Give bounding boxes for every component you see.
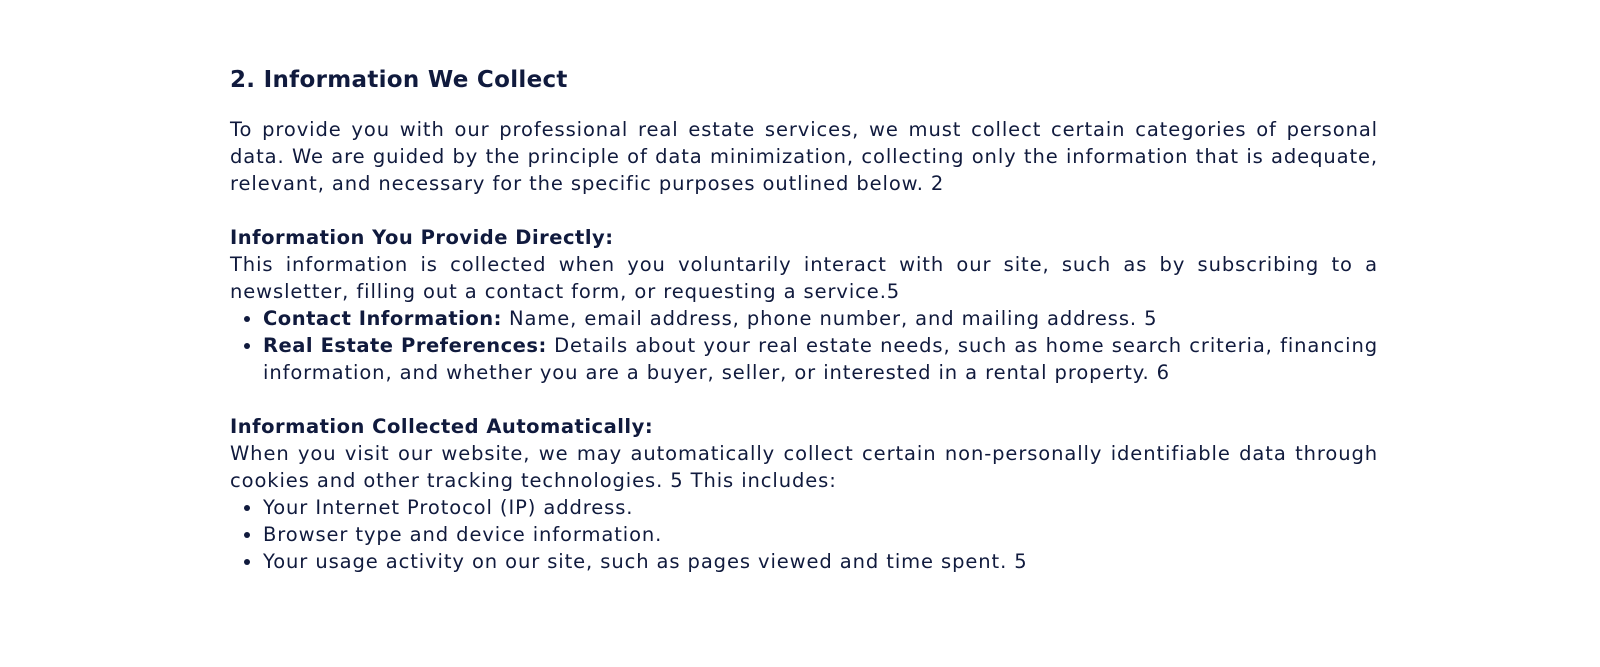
automatic-info-heading: Information Collected Automatically: [230,415,654,438]
automatic-info-list [230,494,1378,575]
direct-info-list [230,305,1378,386]
list-item: • Browser type and device information. [263,521,1378,548]
list-item-label: Real Estate Preferences: [263,334,547,357]
section-heading: 2. Information We Collect [230,67,568,93]
list-item: • Your usage activity on our site, such as pages viewed and time spent. 5 [263,548,1378,575]
list-item-text: Details about your real estate needs, such as home search criteria, financing information, and whether you are a buyer, seller, or interested in a rental property. 6 [263,334,1379,384]
list-item [263,332,1378,386]
list-item-text: Name, email address, phone number, and mailing address. 5 [501,307,1158,330]
automatic-info-paragraph: When you visit our website, we may automatically collect certain non-personally identifiable data through cookies and other tracking technologies. 5 This includes: [230,442,1378,492]
list-item-label: Contact Information: [263,307,502,330]
list-item [263,305,1378,332]
list-item: • Your Internet Protocol (IP) address. [263,494,1378,521]
intro-paragraph: To provide you with our professional real estate services, we must collect certain categories of personal data. We are guided by the principle of data minimization, collecting only the information that is adequate, relevant, and necessary for the specific purposes outlined below. 2 [230,118,1378,195]
direct-info-paragraph: This information is collected when you voluntarily interact with our site, such as by subscribing to a newsletter, filling out a contact form, or requesting a service.5 [230,253,1378,303]
direct-info-heading: Information You Provide Directly: [230,226,614,249]
policy-section [230,62,1378,575]
